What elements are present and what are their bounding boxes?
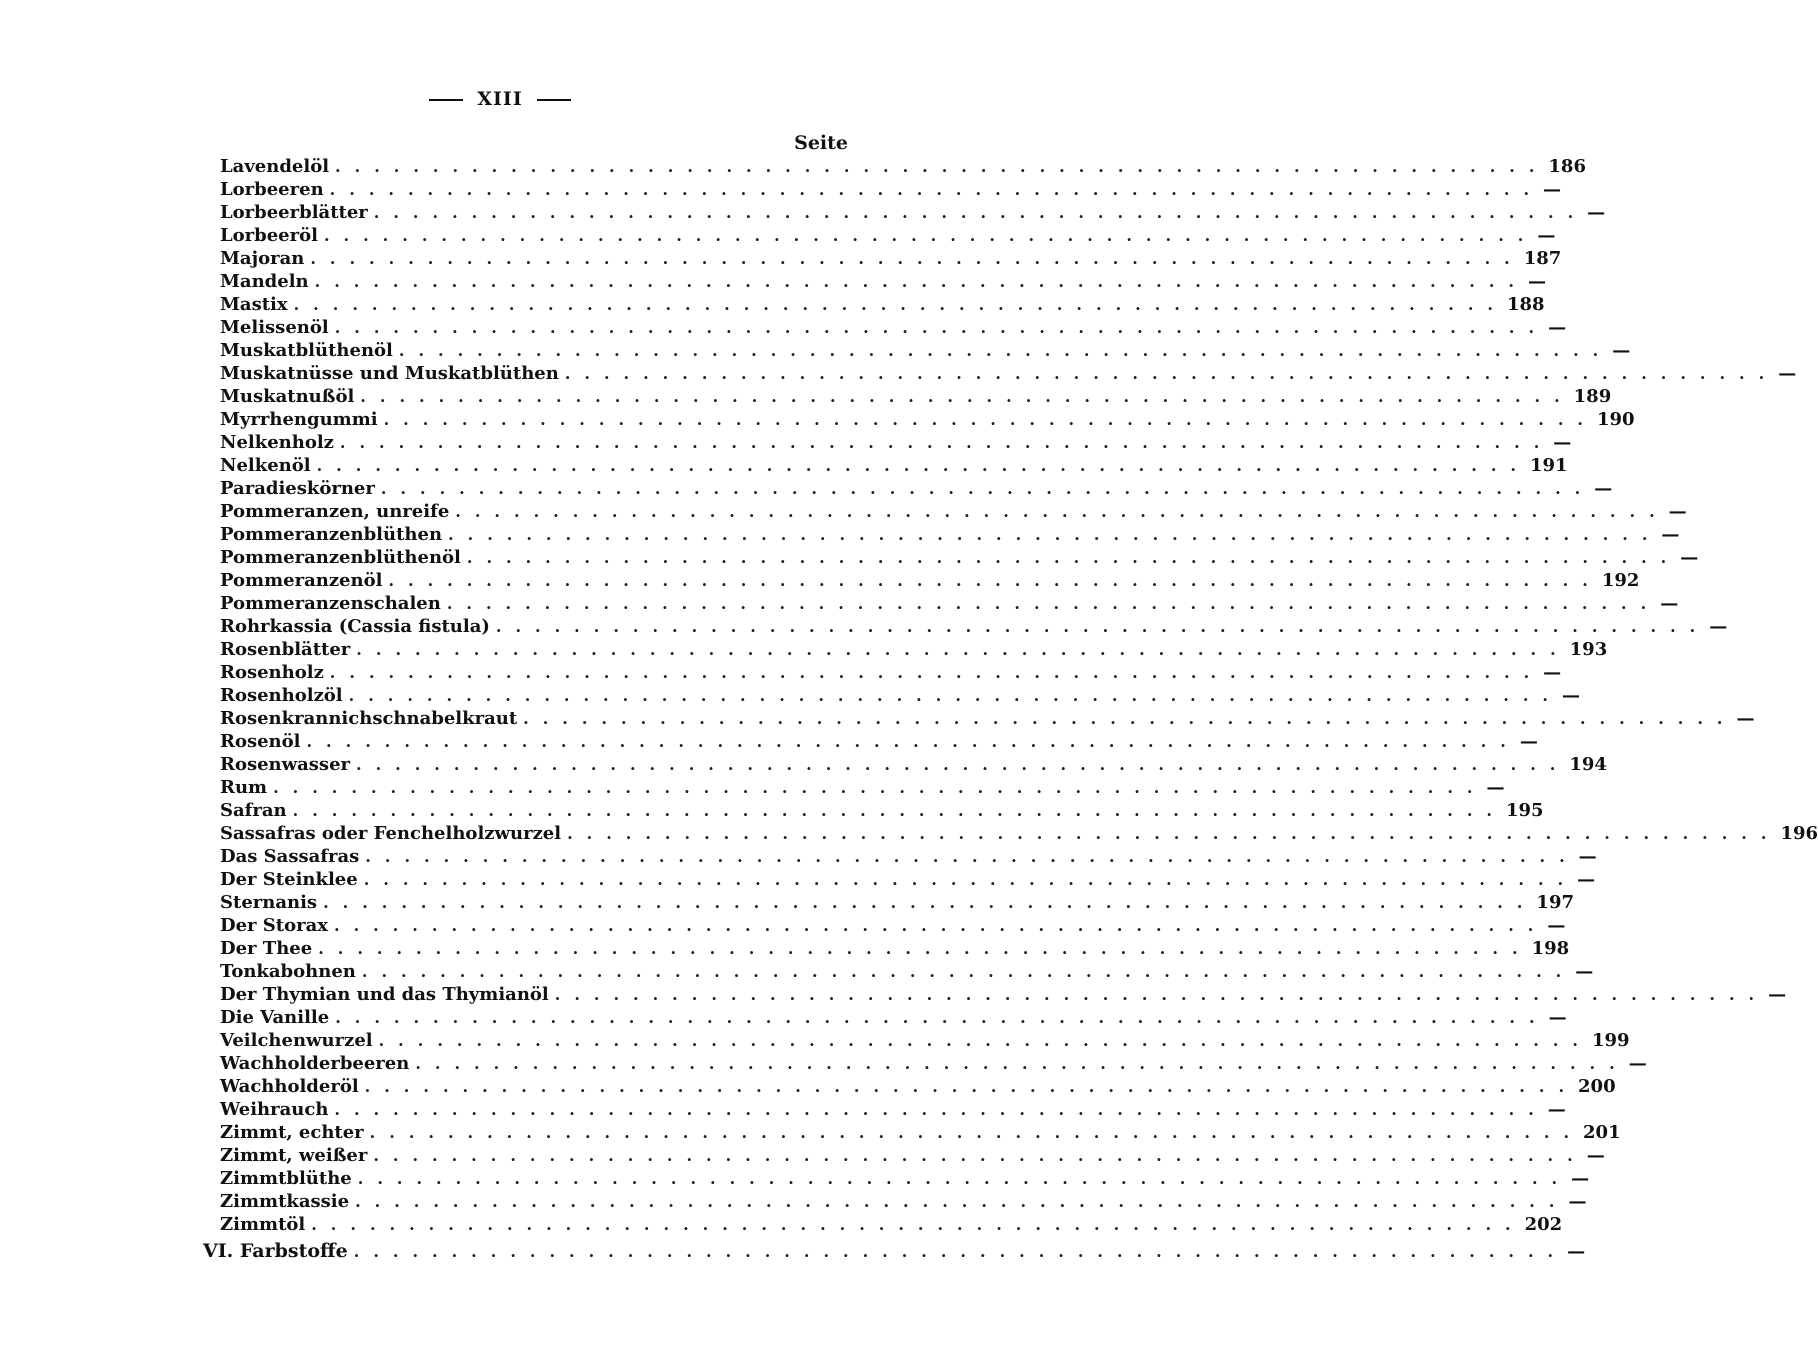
toc-entry-label: Mastix — [220, 294, 288, 315]
toc-entry-page: — — [1768, 984, 1787, 1005]
toc-entry-page: 195 — [1506, 800, 1544, 821]
toc-row — [220, 1144, 1605, 1167]
toc-entry-page: — — [1543, 662, 1562, 683]
toc-entry-page: — — [1548, 317, 1567, 338]
toc-entry-page: — — [1553, 432, 1572, 453]
toc-row — [220, 914, 1566, 937]
dot-leader: .............................................................. — [292, 801, 1506, 820]
toc-entry-page: 201 — [1583, 1122, 1621, 1143]
dot-leader: .............................................................. — [318, 939, 1532, 958]
toc-entry-label: Rum — [220, 777, 268, 798]
toc-entry-label: Pommeranzen, unreife — [220, 501, 450, 522]
header-dash-right — [537, 99, 571, 101]
dot-leader: .............................................................. — [567, 824, 1781, 843]
toc-entry-page: — — [1680, 547, 1699, 568]
toc-row — [220, 1052, 1647, 1075]
header-dash-left — [429, 99, 463, 101]
dot-leader: .............................................................. — [293, 295, 1507, 314]
dot-leader: .............................................................. — [398, 341, 1613, 360]
dot-leader: .............................................................. — [363, 870, 1578, 889]
toc-row — [220, 615, 1728, 638]
toc-row — [220, 1213, 1563, 1236]
toc-row — [220, 339, 1631, 362]
toc-row — [220, 983, 1787, 1006]
dot-leader: .............................................................. — [311, 1215, 1525, 1234]
toc-row — [220, 960, 1594, 983]
dot-leader: .............................................................. — [554, 985, 1769, 1004]
toc-entry-label: VI. Farbstoffe — [203, 1240, 348, 1262]
toc-row — [220, 868, 1596, 891]
toc-row — [220, 362, 1797, 385]
toc-entry-page: 193 — [1569, 639, 1608, 660]
dot-leader: .............................................................. — [334, 318, 1549, 337]
toc-row — [220, 684, 1580, 707]
dot-leader: .............................................................. — [306, 732, 1520, 751]
toc-entry-label: Zimmt, weißer — [220, 1145, 368, 1166]
toc-entry-label: Der Steinklee — [220, 869, 358, 890]
toc-row — [220, 155, 1586, 178]
dot-leader: .............................................................. — [365, 847, 1579, 866]
dot-leader: .............................................................. — [335, 157, 1549, 176]
dot-leader: .............................................................. — [314, 272, 1528, 291]
toc-entry-label: Pommeranzenblüthen — [220, 524, 443, 545]
toc-row — [220, 1190, 1587, 1213]
dot-leader: .............................................................. — [466, 548, 1681, 567]
toc-row — [220, 523, 1680, 546]
toc-entry-page: 189 — [1573, 386, 1612, 407]
toc-row — [220, 891, 1574, 914]
toc-entry-page: — — [1537, 225, 1556, 246]
toc-row — [220, 707, 1755, 730]
dot-leader: .............................................................. — [373, 1146, 1587, 1165]
toc-entry-page: — — [1568, 1191, 1587, 1212]
dot-leader: .............................................................. — [378, 1031, 1592, 1050]
dot-leader: .............................................................. — [316, 456, 1530, 475]
toc-entry-page: — — [1567, 1241, 1586, 1262]
dot-leader: .............................................................. — [446, 594, 1661, 613]
toc-entry-page: — — [1571, 1168, 1590, 1189]
toc-row — [220, 822, 1818, 845]
dot-leader: .............................................................. — [357, 1169, 1572, 1188]
dot-leader: .............................................................. — [415, 1054, 1629, 1073]
page-header — [0, 88, 1000, 110]
toc-row — [220, 178, 1562, 201]
toc-entry-label: Der Storax — [220, 915, 329, 936]
toc-entry-label: Paradieskörner — [220, 478, 375, 499]
toc-row — [220, 1006, 1567, 1029]
toc-entry-label: Myrrhengummi — [220, 409, 378, 430]
toc-entry-page: 190 — [1596, 409, 1635, 430]
toc-entry-label: Weihrauch — [220, 1099, 329, 1120]
dot-leader: .............................................................. — [334, 916, 1548, 935]
dot-leader: .............................................................. — [335, 1008, 1549, 1027]
toc-entry-label: Rosenholzöl — [220, 685, 343, 706]
toc-entry-label: Tonkabohnen — [220, 961, 356, 982]
dot-leader: .............................................................. — [448, 525, 1662, 544]
toc-entry-label: Zimmtkassie — [220, 1191, 350, 1212]
toc-entry-page: — — [1660, 593, 1679, 614]
toc-entry-label: Rosenholz — [220, 662, 324, 683]
toc-row — [220, 638, 1608, 661]
toc-entry-label: Lorbeerblätter — [220, 202, 368, 223]
toc-row — [220, 661, 1562, 684]
toc-entry-page: — — [1661, 524, 1680, 545]
toc-row — [220, 776, 1505, 799]
dot-leader: .............................................................. — [323, 893, 1537, 912]
toc-entry-label: Lorbeeröl — [220, 225, 318, 246]
toc-entry-page: 191 — [1529, 455, 1568, 476]
toc-entry-page: 187 — [1523, 248, 1562, 269]
dot-leader: .............................................................. — [360, 387, 1574, 406]
dot-leader: .............................................................. — [495, 617, 1710, 636]
toc-entry-page: — — [1628, 1053, 1647, 1074]
toc-entry-page: — — [1668, 501, 1687, 522]
toc-entry-page: 186 — [1548, 156, 1586, 177]
dot-leader: .............................................................. — [361, 962, 1576, 981]
toc-row — [220, 546, 1699, 569]
toc-entry-label: Muskatblüthenöl — [220, 340, 393, 361]
toc-row — [220, 316, 1567, 339]
toc-entry-label: Nelkenöl — [220, 455, 311, 476]
toc-entry-page: — — [1586, 1145, 1605, 1166]
dot-leader: .............................................................. — [383, 410, 1597, 429]
toc-entry-label: Muskatnußöl — [220, 386, 355, 407]
dot-leader: .............................................................. — [564, 364, 1779, 383]
page-number: XIII — [477, 88, 523, 110]
toc-row — [220, 247, 1562, 270]
toc-row — [220, 937, 1570, 960]
toc-entry-label: Zimmtöl — [220, 1214, 306, 1235]
toc-entry-page: 199 — [1591, 1030, 1630, 1051]
toc-entry-label: Rohrkassia (Cassia fistula) — [220, 616, 490, 637]
toc-entry-label: Muskatnüsse und Muskatblüthen — [220, 363, 559, 384]
toc-row — [220, 1167, 1590, 1190]
dot-leader: .............................................................. — [380, 479, 1595, 498]
dot-leader: .............................................................. — [273, 778, 1487, 797]
toc-entry-label: Wachholderbeeren — [220, 1053, 410, 1074]
toc-row — [220, 293, 1545, 316]
column-header-seite: Seite — [794, 132, 848, 154]
toc-entry-page: — — [1709, 616, 1728, 637]
toc-entry-label: Rosenblätter — [220, 639, 351, 660]
toc-entry-label: Der Thee — [220, 938, 313, 959]
toc-entry-page: 200 — [1578, 1076, 1616, 1097]
toc-row — [220, 730, 1538, 753]
toc-row — [220, 224, 1556, 247]
toc-entry-label: Nelkenholz — [220, 432, 334, 453]
dot-leader: .............................................................. — [310, 249, 1524, 268]
toc-entry-label: Melissenöl — [220, 317, 329, 338]
toc-entry-page: — — [1486, 777, 1505, 798]
toc-entry-label: Rosenkrannichschnabelkraut — [220, 708, 518, 729]
toc-entry-page: 188 — [1506, 294, 1545, 315]
dot-leader: .............................................................. — [339, 433, 1554, 452]
toc-row — [220, 431, 1572, 454]
toc-row — [220, 1075, 1616, 1098]
toc-entry-label: Pommeranzenöl — [220, 570, 383, 591]
toc-entry-page: — — [1587, 202, 1606, 223]
toc-row — [220, 454, 1568, 477]
toc-entry-label: Zimmtblüthe — [220, 1168, 352, 1189]
toc-entry-page: — — [1519, 731, 1538, 752]
toc-entry-page: — — [1575, 961, 1594, 982]
toc-entry-label: Veilchenwurzel — [220, 1030, 373, 1051]
dot-leader: .............................................................. — [388, 571, 1602, 590]
dot-leader: .............................................................. — [355, 1192, 1569, 1211]
toc-entry-label: Mandeln — [220, 271, 309, 292]
toc-entry-label: Wachholderöl — [220, 1076, 359, 1097]
toc-row — [220, 477, 1613, 500]
toc-entry-page: 197 — [1536, 892, 1574, 913]
toc-entry-label: Safran — [220, 800, 287, 821]
toc-entry-label: Die Vanille — [220, 1007, 330, 1028]
toc-entry-page: — — [1612, 340, 1631, 361]
toc-section-row — [203, 1240, 1586, 1263]
toc-entry-label: Pommeranzenblüthenöl — [220, 547, 461, 568]
toc-entry-label: Sassafras oder Fenchelholzwurzel — [220, 823, 562, 844]
toc-entry-page: — — [1578, 846, 1597, 867]
toc-entry-label: Der Thymian und das Thymianöl — [220, 984, 549, 1005]
dot-leader: .............................................................. — [356, 755, 1570, 774]
toc-entry-label: Zimmt, echter — [220, 1122, 364, 1143]
toc-row — [220, 1121, 1621, 1144]
dot-leader: .............................................................. — [329, 663, 1544, 682]
toc-row — [220, 1098, 1566, 1121]
toc-entry-page: — — [1577, 869, 1596, 890]
dot-leader: .............................................................. — [364, 1077, 1579, 1096]
dot-leader: .............................................................. — [373, 203, 1588, 222]
dot-leader: .............................................................. — [356, 640, 1570, 659]
toc-entry-page: — — [1778, 363, 1797, 384]
toc-entry-page: 192 — [1601, 570, 1640, 591]
toc-entry-label: Pommeranzenschalen — [220, 593, 441, 614]
dot-leader: .............................................................. — [348, 686, 1562, 705]
toc-entry-page: — — [1528, 271, 1546, 292]
dot-leader: .............................................................. — [523, 709, 1737, 728]
toc-entry-label: Majoran — [220, 248, 305, 269]
toc-entry-page: 196 — [1780, 823, 1818, 844]
toc-row — [220, 845, 1597, 868]
dot-leader: .............................................................. — [334, 1100, 1548, 1119]
toc-row — [220, 753, 1607, 776]
dot-leader: .............................................................. — [323, 226, 1538, 245]
toc-entry-page: — — [1562, 685, 1580, 706]
toc-row — [220, 201, 1606, 224]
toc-entry-page: — — [1736, 708, 1755, 729]
dot-leader: .............................................................. — [369, 1123, 1584, 1142]
toc-entry-label: Lorbeeren — [220, 179, 324, 200]
table-of-contents — [203, 155, 1818, 1263]
dot-leader: .............................................................. — [329, 180, 1544, 199]
toc-entry-page: — — [1543, 179, 1562, 200]
dot-leader: .............................................................. — [353, 1242, 1568, 1261]
toc-entry-page: — — [1547, 1099, 1566, 1120]
dot-leader: .............................................................. — [455, 502, 1669, 521]
toc-row — [220, 408, 1635, 431]
toc-entry-label: Das Sassafras — [220, 846, 360, 867]
toc-entry-page: — — [1547, 915, 1566, 936]
toc-entry-label: Sternanis — [220, 892, 318, 913]
toc-row — [220, 385, 1612, 408]
toc-entry-page: — — [1548, 1007, 1567, 1028]
toc-entry-page: 198 — [1531, 938, 1570, 959]
toc-row — [220, 799, 1544, 822]
toc-entry-page: 194 — [1569, 754, 1607, 775]
toc-row — [220, 270, 1546, 293]
toc-entry-label: Rosenwasser — [220, 754, 350, 775]
toc-entry-label: Rosenöl — [220, 731, 301, 752]
toc-row — [220, 592, 1679, 615]
toc-entry-label: Lavendelöl — [220, 156, 330, 177]
toc-entry-page: — — [1594, 478, 1613, 499]
toc-row — [220, 569, 1640, 592]
toc-entry-page: 202 — [1524, 1214, 1563, 1235]
toc-row — [220, 1029, 1630, 1052]
toc-row — [220, 500, 1687, 523]
